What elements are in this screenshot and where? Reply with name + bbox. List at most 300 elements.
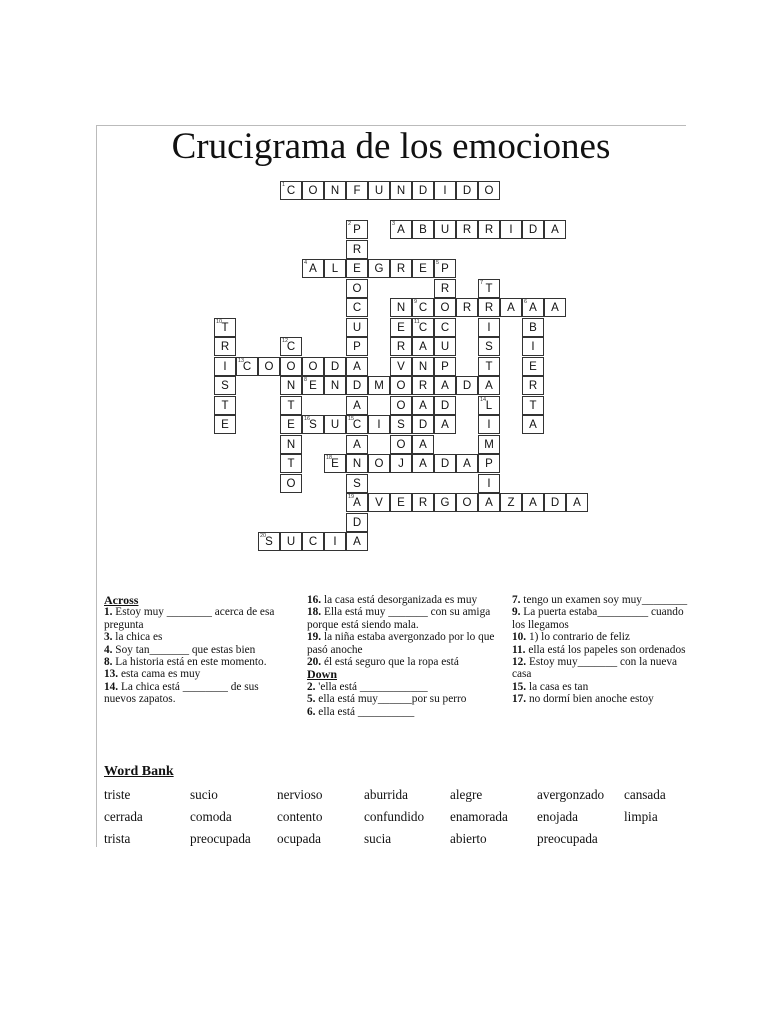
grid-cell[interactable] (412, 376, 434, 395)
cell-letter: U (330, 419, 340, 431)
cell-letter: T (287, 458, 295, 470)
cell-letter: C (352, 302, 362, 314)
grid-cell[interactable] (214, 396, 236, 415)
cell-letter: A (419, 438, 427, 451)
word-bank-word: ocupada (277, 831, 321, 846)
grid-cell[interactable] (346, 298, 368, 317)
cell-letter: P (353, 224, 361, 236)
grid-cell[interactable] (522, 357, 544, 376)
cell-letter: O (264, 360, 274, 373)
cell-letter: A (551, 224, 559, 236)
cell-letter: A (397, 224, 405, 236)
clue-label: 13. (104, 668, 119, 681)
cell-letter: C (308, 536, 318, 548)
word-bank-word: abierto (450, 831, 487, 846)
cell-letter: R (396, 341, 406, 353)
grid-cell[interactable] (478, 454, 500, 473)
grid-cell[interactable] (500, 220, 522, 239)
clue-text (307, 693, 497, 705)
word-bank-word: contento (277, 809, 323, 824)
clue-number: 15 (348, 416, 355, 422)
cell-letter: S (221, 380, 229, 392)
cell-letter: O (286, 360, 296, 373)
grid-cell[interactable] (434, 318, 456, 337)
cell-letter: A (353, 438, 361, 451)
cell-letter: E (309, 380, 317, 392)
cell-letter: U (286, 536, 296, 548)
grid-cell[interactable] (214, 357, 236, 376)
grid-cell[interactable] (478, 279, 500, 298)
grid-cell[interactable] (434, 493, 456, 512)
cell-letter: I (509, 224, 513, 236)
clue-body: esta cama es muy (118, 668, 201, 681)
clue-label: 18. (307, 606, 322, 619)
grid-cell[interactable] (236, 357, 258, 376)
cell-letter: D (462, 380, 472, 392)
cell-letter: N (418, 360, 428, 373)
cell-letter: U (440, 341, 450, 353)
clue-number: 12 (282, 338, 289, 344)
grid-cell[interactable] (456, 298, 478, 317)
clue-number: 14 (480, 396, 487, 403)
cell-letter: N (396, 185, 406, 197)
clue-text (104, 644, 284, 656)
cell-letter: D (528, 224, 538, 236)
clue-text (512, 631, 690, 643)
clue-text (307, 594, 497, 606)
grid-cell[interactable] (368, 454, 390, 473)
word-bank-word: enamorada (450, 809, 508, 824)
cell-letter: O (440, 302, 450, 314)
grid-cell[interactable] (412, 337, 434, 356)
across-clue-list-continued (307, 594, 497, 668)
clue-text (307, 681, 497, 693)
grid-cell[interactable] (390, 396, 412, 415)
clue-body: tengo un examen soy muy________ (520, 594, 688, 606)
clue-text (104, 668, 284, 680)
cell-letter: D (550, 497, 560, 509)
clues-column-1 (104, 594, 284, 706)
clues-column-3 (512, 594, 690, 706)
grid-cell[interactable] (434, 376, 456, 395)
cell-letter: N (396, 302, 406, 314)
grid-cell[interactable] (346, 240, 368, 259)
grid-cell[interactable] (346, 493, 368, 512)
grid-cell[interactable] (368, 181, 390, 200)
cell-letter: O (308, 185, 318, 197)
across-clue-list (104, 606, 284, 705)
grid-cell[interactable] (434, 396, 456, 415)
cell-letter: A (353, 536, 361, 548)
grid-cell[interactable] (280, 474, 302, 493)
grid-cell[interactable] (478, 298, 500, 317)
grid-cell[interactable] (346, 181, 368, 200)
clue-text (104, 606, 284, 631)
clue-text (512, 693, 690, 705)
clue-number: 4 (304, 260, 308, 266)
clue-number: 20 (260, 533, 267, 539)
grid-cell[interactable] (434, 454, 456, 473)
cell-letter: E (529, 360, 537, 373)
grid-cell[interactable] (522, 396, 544, 415)
grid-cell[interactable] (280, 396, 302, 415)
grid-cell[interactable] (346, 259, 368, 278)
cell-letter: S (397, 419, 405, 431)
grid-cell[interactable] (214, 318, 236, 337)
grid-cell[interactable] (280, 435, 302, 454)
clue-body: La puerta estaba_________ cuando los llegamos (512, 606, 684, 631)
cell-letter: O (484, 185, 494, 197)
grid-cell[interactable] (500, 298, 522, 317)
grid-cell[interactable] (478, 181, 500, 200)
grid-cell[interactable] (324, 181, 346, 200)
cell-letter: V (397, 360, 405, 373)
grid-cell[interactable] (434, 415, 456, 434)
grid-cell[interactable] (412, 415, 434, 434)
clue-body: la casa está desorganizada es muy (321, 594, 478, 606)
word-bank-word: enojada (537, 809, 579, 824)
clue-body: Estoy muy_______ con la nueva casa (512, 656, 678, 681)
grid-cell[interactable] (522, 337, 544, 356)
cell-letter: A (419, 399, 427, 412)
clue-number: 1 (282, 182, 286, 188)
clue-number: 18 (326, 455, 333, 461)
grid-cell[interactable] (434, 298, 456, 317)
grid-cell[interactable] (434, 279, 456, 298)
down-heading: Down (307, 667, 338, 682)
cell-letter: E (331, 458, 339, 470)
cell-letter: A (507, 302, 515, 314)
grid-cell[interactable] (456, 220, 478, 239)
clue-text (307, 631, 497, 656)
down-clue-list-continued (512, 594, 690, 706)
grid-cell[interactable] (390, 181, 412, 200)
cell-letter: P (441, 360, 449, 373)
cell-letter: B (529, 321, 537, 334)
clue-body: 1) lo contrario de feliz (526, 631, 630, 644)
cell-letter: E (221, 419, 229, 431)
grid-cell[interactable] (412, 220, 434, 239)
clue-number: 13 (238, 357, 245, 364)
grid-cell[interactable] (478, 337, 500, 356)
grid-cell[interactable] (390, 298, 412, 317)
cell-letter: P (441, 263, 449, 275)
grid-cell[interactable] (522, 298, 544, 317)
cell-letter: R (440, 282, 450, 295)
grid-cell[interactable] (280, 415, 302, 434)
grid-cell[interactable] (280, 454, 302, 473)
grid-cell[interactable] (390, 220, 412, 239)
cell-letter: E (287, 419, 295, 431)
clue-body: Ella está muy _______ con su amiga porque está siendo mala. (307, 606, 491, 631)
grid-cell[interactable] (302, 357, 324, 376)
clue-number: 9 (414, 299, 418, 305)
cell-letter: T (529, 399, 537, 412)
grid-cell[interactable] (302, 259, 324, 278)
grid-cell[interactable] (390, 318, 412, 337)
cell-letter: O (396, 380, 406, 392)
cell-letter: C (352, 419, 362, 431)
grid-cell[interactable] (324, 376, 346, 395)
cell-letter: E (419, 263, 427, 275)
grid-cell[interactable] (522, 415, 544, 434)
grid-cell[interactable] (434, 181, 456, 200)
grid-cell[interactable] (346, 318, 368, 337)
cell-letter: D (440, 458, 450, 470)
clue-body: 'ella está ____________ (315, 680, 428, 693)
grid-cell[interactable] (346, 220, 368, 239)
clue-label: 14. (104, 680, 119, 693)
grid-cell[interactable] (434, 357, 456, 376)
across-heading: Across (104, 593, 139, 607)
cell-letter: F (353, 185, 361, 197)
grid-cell[interactable] (390, 357, 412, 376)
clue-number: 6 (524, 299, 528, 305)
clue-text (512, 644, 690, 656)
clue-number: 8 (304, 377, 308, 383)
cell-letter: L (331, 263, 339, 275)
grid-cell[interactable] (412, 435, 434, 454)
grid-cell[interactable] (566, 493, 588, 512)
grid-cell[interactable] (280, 376, 302, 395)
cell-letter: O (396, 399, 406, 412)
grid-cell[interactable] (214, 376, 236, 395)
clue-number: 3 (392, 221, 396, 227)
cell-letter: E (353, 263, 361, 275)
grid-cell[interactable] (522, 376, 544, 395)
grid-cell[interactable] (258, 532, 280, 551)
cell-letter: I (487, 321, 491, 334)
word-bank-word: confundido (364, 809, 425, 824)
grid-cell[interactable] (390, 493, 412, 512)
grid-cell[interactable] (346, 337, 368, 356)
grid-cell[interactable] (456, 454, 478, 473)
word-bank-word: cerrada (104, 809, 143, 824)
cell-letter: Z (507, 497, 515, 509)
cell-letter: A (353, 360, 361, 373)
clue-label: 11. (512, 643, 526, 656)
cell-letter: R (220, 341, 230, 353)
grid-cell[interactable] (346, 376, 368, 395)
grid-cell[interactable] (368, 376, 390, 395)
clue-body: Estoy muy ________ acerca de esa pregunta (104, 606, 275, 631)
cell-letter: I (223, 360, 227, 373)
grid-cell[interactable] (214, 337, 236, 356)
grid-cell[interactable] (280, 337, 302, 356)
grid-cell[interactable] (368, 415, 390, 434)
cell-letter: M (484, 438, 494, 451)
grid-cell[interactable] (390, 376, 412, 395)
cell-letter: J (398, 458, 404, 470)
grid-cell[interactable] (412, 259, 434, 278)
cell-letter: R (396, 263, 406, 275)
cell-letter: R (462, 224, 472, 236)
cell-letter: S (485, 341, 493, 353)
word-bank-word: limpia (624, 809, 658, 824)
cell-letter: L (485, 399, 493, 412)
cell-letter: D (440, 399, 450, 412)
grid-cell[interactable] (346, 435, 368, 454)
grid-cell[interactable] (390, 435, 412, 454)
cell-letter: P (485, 458, 493, 470)
grid-cell[interactable] (544, 493, 566, 512)
cell-letter: U (374, 185, 384, 197)
cell-letter: D (352, 380, 362, 392)
cell-letter: R (528, 380, 538, 392)
grid-cell[interactable] (302, 376, 324, 395)
clue-body: La chica está ________ de sus nuevos zapatos. (104, 680, 259, 706)
clue-text (512, 606, 690, 631)
grid-cell[interactable] (346, 396, 368, 415)
cell-letter: A (485, 497, 493, 509)
grid-cell[interactable] (412, 318, 434, 337)
cell-letter: I (487, 477, 491, 490)
grid-cell[interactable] (346, 532, 368, 551)
grid-cell[interactable] (434, 220, 456, 239)
grid-cell[interactable] (324, 454, 346, 473)
word-bank-word: aburrida (364, 787, 408, 802)
grid-cell[interactable] (324, 532, 346, 551)
grid-cell[interactable] (412, 181, 434, 200)
grid-cell[interactable] (214, 415, 236, 434)
cell-letter: T (485, 282, 493, 295)
cell-letter: R (352, 243, 362, 256)
cell-letter: A (551, 302, 559, 314)
clue-label: 16. (307, 594, 322, 606)
cell-letter: A (441, 380, 449, 392)
grid-cell[interactable] (346, 513, 368, 532)
grid-cell[interactable] (368, 259, 390, 278)
grid-cell[interactable] (302, 181, 324, 200)
grid-cell[interactable] (522, 220, 544, 239)
grid-cell[interactable] (280, 532, 302, 551)
word-bank-word: sucio (190, 787, 218, 802)
grid-cell[interactable] (302, 415, 324, 434)
grid-cell[interactable] (346, 474, 368, 493)
clue-label: 17. (512, 693, 527, 706)
grid-cell[interactable] (478, 357, 500, 376)
grid-cell[interactable] (434, 337, 456, 356)
word-bank-word: triste (104, 787, 131, 802)
cell-letter: T (221, 321, 229, 334)
cell-letter: S (265, 536, 273, 548)
cell-letter: R (484, 302, 494, 314)
grid-cell[interactable] (456, 181, 478, 200)
clue-number: 16 (304, 416, 311, 422)
word-bank-word: preocupada (537, 831, 598, 846)
cell-letter: M (374, 380, 384, 392)
grid-cell[interactable] (412, 396, 434, 415)
cell-letter: N (330, 380, 340, 392)
grid-cell[interactable] (346, 357, 368, 376)
grid-cell[interactable] (522, 493, 544, 512)
grid-cell[interactable] (258, 357, 280, 376)
clue-label: 2. (307, 680, 316, 693)
grid-cell[interactable] (456, 376, 478, 395)
grid-cell[interactable] (390, 415, 412, 434)
word-bank-word: cansada (624, 787, 666, 802)
grid-cell[interactable] (346, 279, 368, 298)
clue-label: 4. (104, 643, 113, 656)
grid-cell[interactable] (368, 493, 390, 512)
cell-letter: O (462, 497, 472, 509)
grid-cell[interactable] (390, 454, 412, 473)
clue-text (104, 681, 284, 706)
cell-letter: S (353, 477, 361, 490)
cell-letter: D (352, 516, 362, 529)
cell-letter: D (418, 185, 428, 197)
clue-text (512, 681, 690, 693)
grid-cell[interactable] (478, 415, 500, 434)
cell-letter: C (440, 321, 450, 334)
grid-cell[interactable] (390, 259, 412, 278)
grid-cell[interactable] (324, 415, 346, 434)
cell-letter: B (419, 224, 427, 236)
cell-letter: C (418, 302, 428, 314)
word-bank-word: alegre (450, 787, 483, 802)
grid-cell[interactable] (346, 454, 368, 473)
cell-letter: T (287, 399, 295, 412)
grid-cell[interactable] (280, 181, 302, 200)
clue-text (104, 656, 284, 668)
cell-letter: G (440, 497, 450, 509)
clue-body: Soy tan_______ que estas bien (112, 643, 256, 656)
grid-cell[interactable] (412, 298, 434, 317)
clue-label: 19. (307, 631, 322, 644)
word-bank-title: Word Bank (104, 764, 174, 779)
grid-cell[interactable] (390, 337, 412, 356)
grid-cell[interactable] (478, 435, 500, 454)
grid-cell[interactable] (522, 318, 544, 337)
grid-cell[interactable] (544, 298, 566, 317)
grid-cell[interactable] (412, 493, 434, 512)
clue-body: la niña estaba avergonzado por lo que pasó anoche (307, 631, 495, 656)
cell-letter: I (531, 341, 535, 353)
clue-text (512, 594, 690, 606)
grid-cell[interactable] (412, 454, 434, 473)
grid-cell[interactable] (346, 415, 368, 434)
clue-body: ella está muy______por su perro (315, 693, 467, 706)
grid-cell[interactable] (302, 532, 324, 551)
grid-cell[interactable] (456, 493, 478, 512)
grid-cell[interactable] (478, 474, 500, 493)
clue-label: 9. (512, 606, 521, 619)
cell-letter: D (418, 419, 428, 431)
grid-cell[interactable] (478, 220, 500, 239)
word-bank-word: avergonzado (537, 787, 605, 802)
grid-cell[interactable] (500, 493, 522, 512)
grid-cell[interactable] (280, 357, 302, 376)
grid-cell[interactable] (324, 259, 346, 278)
clue-label: 8. (104, 656, 113, 669)
cell-letter: I (443, 185, 447, 197)
clue-label: 6. (307, 705, 316, 718)
cell-letter: A (353, 497, 361, 509)
clue-label: 10. (512, 631, 527, 644)
grid-cell[interactable] (478, 493, 500, 512)
grid-cell[interactable] (544, 220, 566, 239)
grid-cell[interactable] (478, 318, 500, 337)
grid-cell[interactable] (412, 357, 434, 376)
grid-cell[interactable] (478, 376, 500, 395)
grid-cell[interactable] (434, 259, 456, 278)
grid-cell[interactable] (324, 357, 346, 376)
clue-label: 12. (512, 656, 527, 669)
cell-letter: A (529, 302, 537, 314)
clue-label: 20. (307, 656, 322, 669)
grid-cell[interactable] (478, 396, 500, 415)
clue-label: 15. (512, 680, 527, 693)
